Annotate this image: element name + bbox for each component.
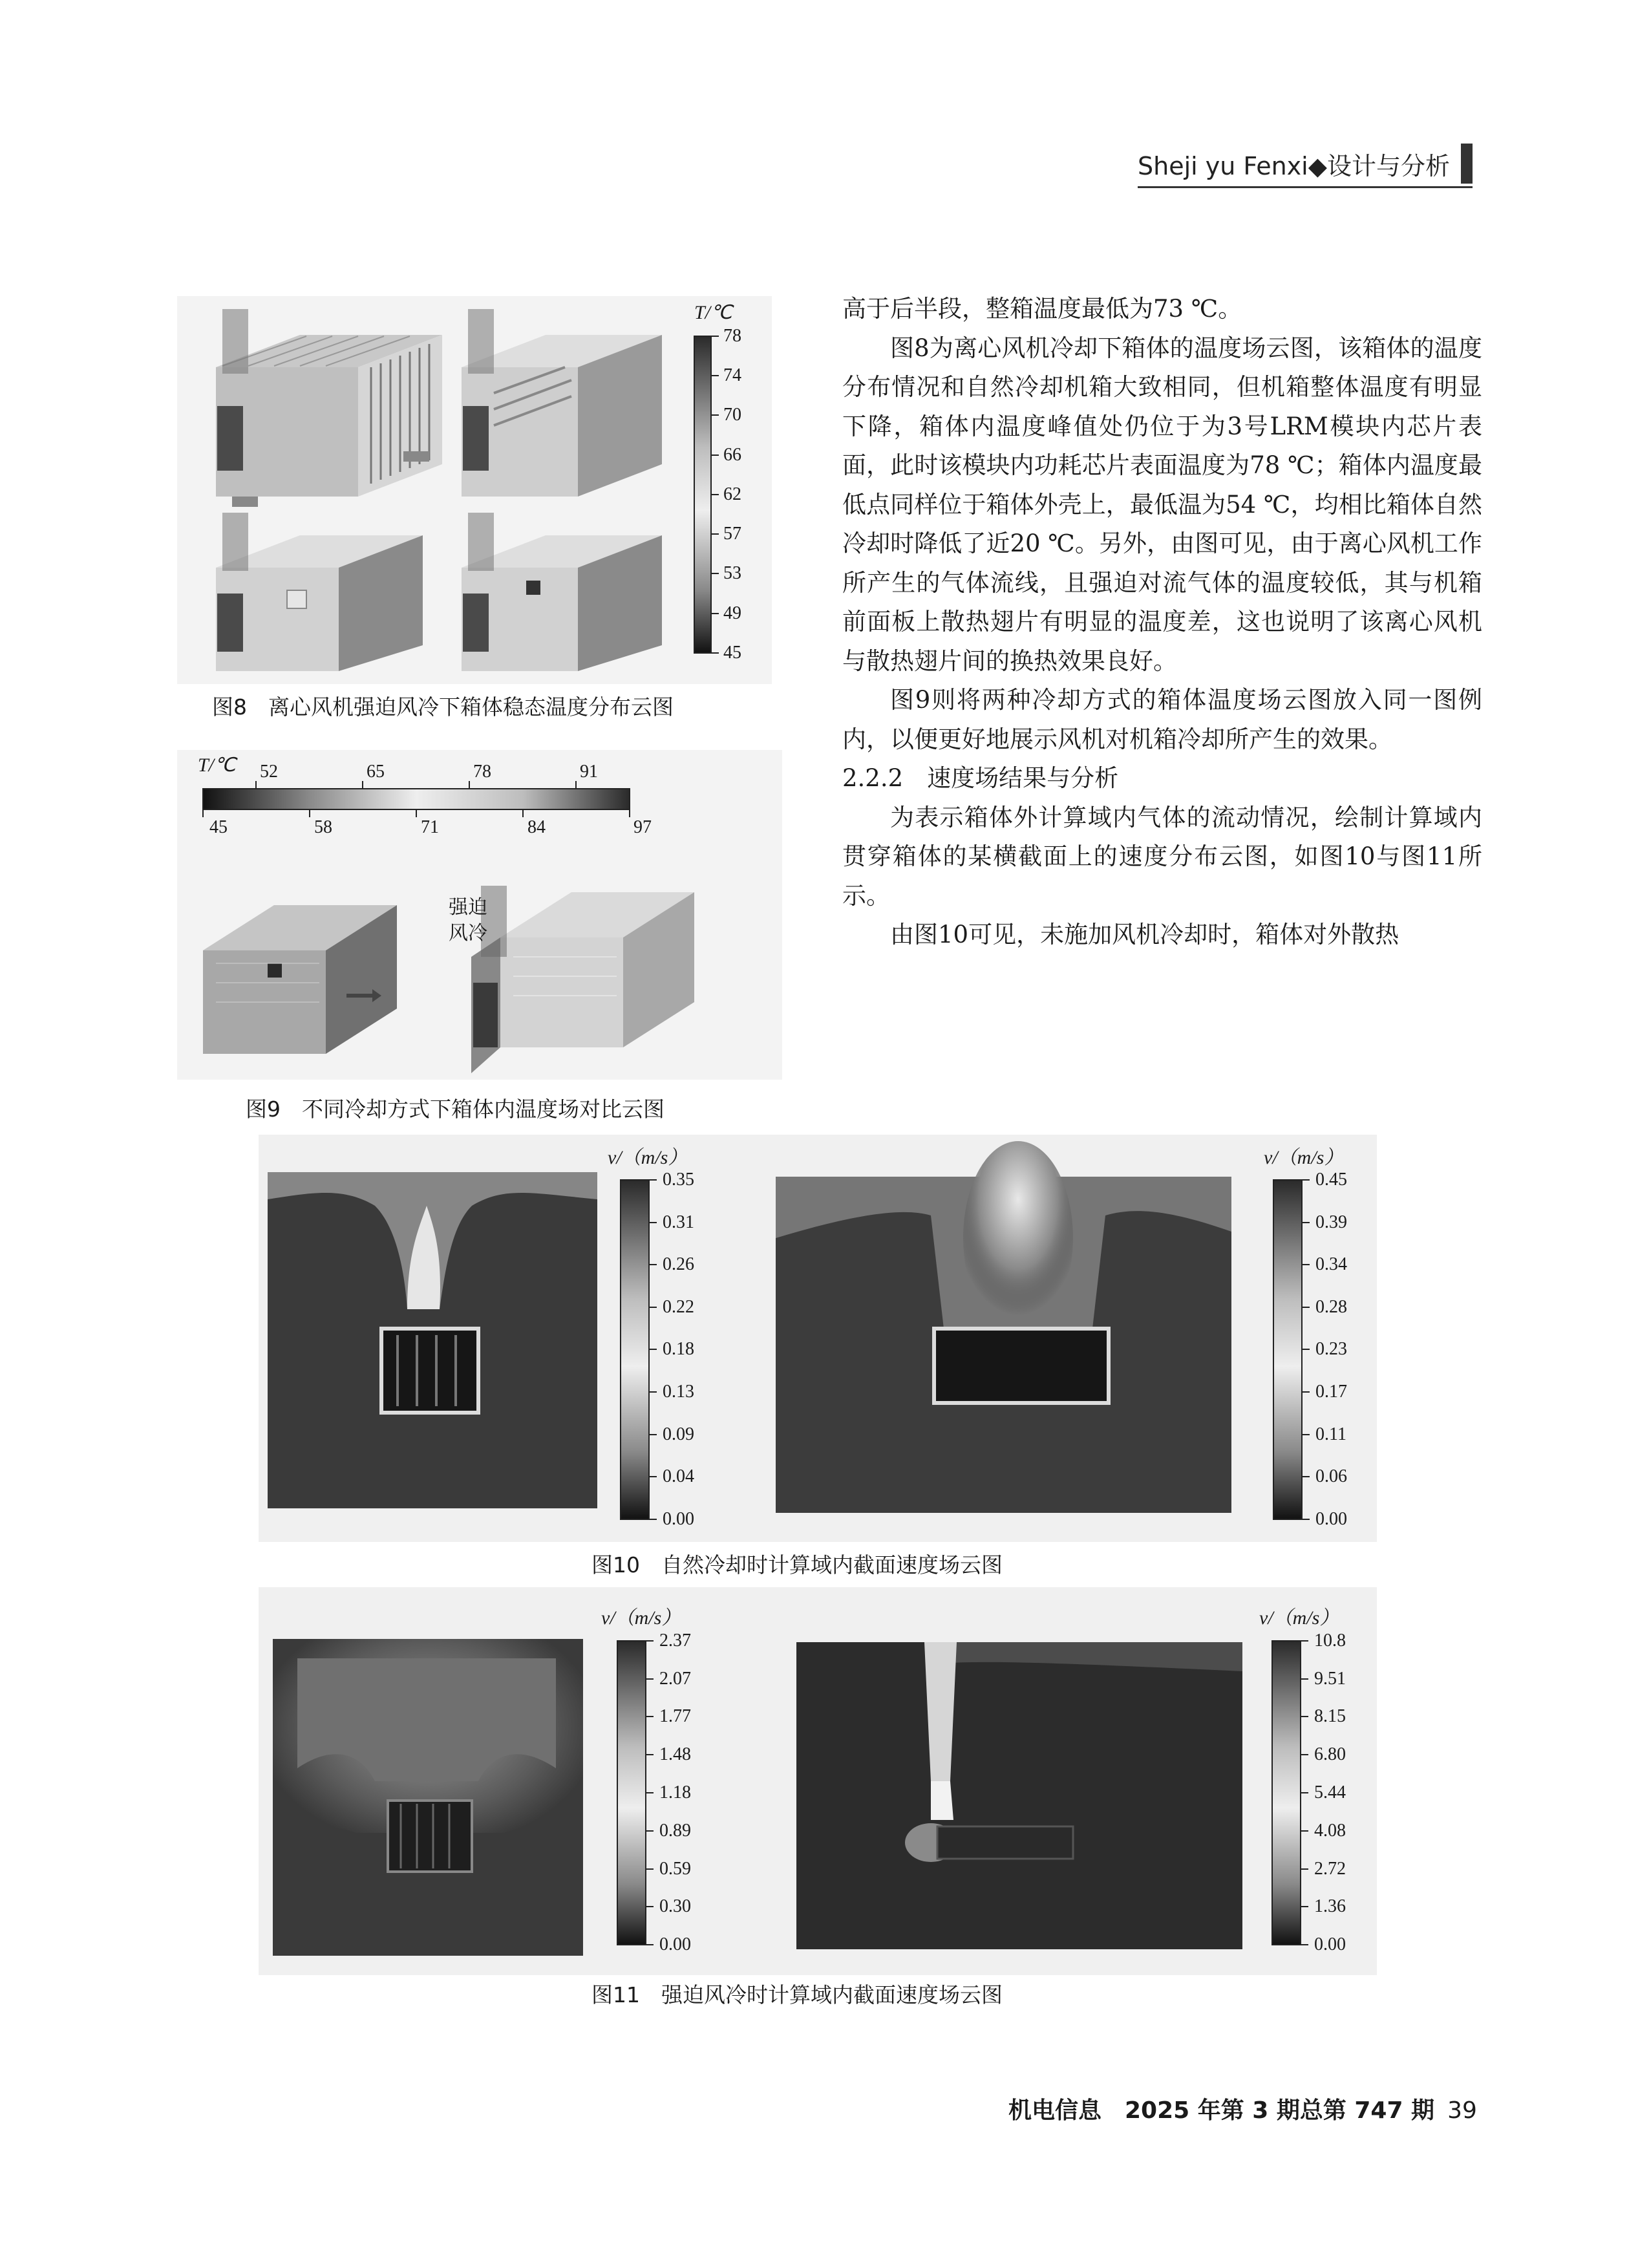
- fig11-right-colorbar: [1272, 1641, 1301, 1945]
- tick-label: 57: [723, 524, 741, 544]
- tick-label: 8.15: [1314, 1706, 1346, 1726]
- figure-8-graphic: [177, 296, 772, 684]
- tick-label: 10.8: [1314, 1631, 1346, 1651]
- running-header: Sheji yu Fenxi◆设计与分析: [1138, 152, 1450, 180]
- fig9-colorbar: [203, 789, 630, 809]
- tick-label: 0.34: [1315, 1254, 1347, 1274]
- paragraph: 由图10可见，未施加风机冷却时，箱体对外散热: [890, 921, 1399, 948]
- tick-label: 1.77: [659, 1706, 691, 1726]
- tick-label: 0.00: [1314, 1934, 1346, 1954]
- tick-label: 0.39: [1315, 1212, 1347, 1232]
- tick-label: 2.37: [659, 1631, 691, 1651]
- tick-label: 0.00: [663, 1509, 694, 1529]
- tick-label: 0.09: [663, 1424, 694, 1444]
- tick-label: 0.22: [663, 1297, 694, 1317]
- tick-label: 0.31: [663, 1212, 694, 1232]
- tick-label: 45: [209, 817, 228, 837]
- fig10-left-colorbar: [621, 1180, 649, 1519]
- fig11-caption: 图11 强迫风冷时计算域内截面速度场云图: [591, 1982, 1003, 2007]
- fig10-right-legend-title: v/（m/s）: [1264, 1147, 1344, 1168]
- tick-label: 0.18: [663, 1339, 694, 1359]
- tick-label: 0.45: [1315, 1170, 1347, 1190]
- figure-9: [177, 750, 782, 1080]
- tick-label: 66: [723, 445, 741, 465]
- tick-label: 0.59: [659, 1859, 691, 1879]
- tick-label: 2.72: [1314, 1859, 1346, 1879]
- tick-label: 2.07: [659, 1669, 691, 1689]
- tick-label: 91: [580, 762, 598, 782]
- tick-label: 5.44: [1314, 1782, 1346, 1803]
- tick-label: 0.28: [1315, 1297, 1347, 1317]
- paragraph: 图9则将两种冷却方式的箱体温度场云图放入同一图例内，以便更好地展示风机对机箱冷却所产生的效果。: [842, 686, 1482, 753]
- fig10-caption: 图10 自然冷却时计算域内截面速度场云图: [591, 1552, 1003, 1578]
- header-rule: [1138, 186, 1473, 188]
- fig8-colorbar: [694, 336, 711, 653]
- tick-label: 1.48: [659, 1744, 691, 1764]
- fig8-box-3: [216, 513, 423, 671]
- tick-label: 0.35: [663, 1170, 694, 1190]
- tick-label: 1.18: [659, 1782, 691, 1803]
- tick-label: 0.11: [1315, 1424, 1346, 1444]
- fig9-caption: 图9 不同冷却方式下箱体内温度场对比云图: [246, 1097, 665, 1122]
- tick-label: 53: [723, 563, 741, 583]
- fig9-arrow-label-1: 强迫: [449, 896, 487, 919]
- tick-label: 78: [473, 762, 491, 782]
- section-heading: 2.2.2 速度场结果与分析: [842, 764, 1119, 792]
- body-text-right-column: [842, 290, 1482, 955]
- tick-label: 84: [527, 817, 546, 837]
- page-number: 39: [1447, 2097, 1477, 2124]
- fig11-right-contour: [796, 1642, 1242, 1949]
- tick-label: 71: [421, 817, 439, 837]
- tick-label: 0.00: [1315, 1509, 1347, 1529]
- tick-label: 4.08: [1314, 1821, 1346, 1841]
- fig9-legend-title: T/℃: [198, 754, 236, 776]
- tick-label: 78: [723, 326, 741, 346]
- page-footer: [1008, 2092, 1477, 2125]
- figure-8: [177, 296, 772, 684]
- tick-label: 49: [723, 603, 741, 623]
- figure-10-graphic: [259, 1135, 1377, 1542]
- header-bar-decoration: [1461, 144, 1473, 184]
- fig10-left-legend-title: v/（m/s）: [608, 1147, 688, 1168]
- fig11-left-colorbar: [617, 1641, 646, 1945]
- fig10-right-colorbar: [1273, 1180, 1302, 1519]
- tick-label: 0.13: [663, 1382, 694, 1402]
- tick-label: 97: [633, 817, 652, 837]
- tick-label: 0.00: [659, 1934, 691, 1954]
- tick-label: 0.23: [1315, 1339, 1347, 1359]
- tick-label: 45: [723, 643, 741, 663]
- tick-label: 70: [723, 405, 741, 425]
- fig11-left-legend-title: v/（m/s）: [601, 1607, 681, 1629]
- fig8-box-4: [462, 513, 662, 671]
- tick-label: 9.51: [1314, 1669, 1346, 1689]
- tick-label: 65: [367, 762, 385, 782]
- fig8-caption: 图8 离心风机强迫风冷下箱体稳态温度分布云图: [212, 694, 674, 720]
- tick-label: 6.80: [1314, 1744, 1346, 1764]
- figure-11: [259, 1587, 1377, 1975]
- fig9-arrow-label-2: 风冷: [449, 922, 487, 945]
- tick-label: 58: [314, 817, 332, 837]
- figure-10: [259, 1135, 1377, 1542]
- fig11-right-legend-title: v/（m/s）: [1259, 1607, 1339, 1629]
- tick-label: 52: [260, 762, 278, 782]
- paragraph: 为表示箱体外计算域内气体的流动情况，绘制计算域内贯穿箱体的某横截面上的速度分布云图，如图10与图11所示。: [842, 803, 1482, 910]
- paragraph: 图8为离心风机冷却下箱体的温度场云图，该箱体的温度分布情况和自然冷却机箱大致相同，但机箱整体温度有明显下降，箱体内温度峰值处仍位于为3号LRM模块内芯片表面，此时该模块内功耗芯片表面温度为78 ℃；箱体内温度最低点同样位于箱体外壳上，最低温为54 ℃，均相比箱体自然冷却时降低了近20 ℃。另外，由图可见，由于离心风机工作所产生的气体流线，且强迫对流气体的温度较低，其与机箱前面板上散热翅片有明显的温度差，这也说明了该离心风机与散热翅片间的换热效果良好。: [842, 334, 1482, 675]
- tick-label: 62: [723, 484, 741, 504]
- tick-label: 0.89: [659, 1821, 691, 1841]
- tick-label: 0.04: [663, 1466, 694, 1486]
- figure-11-graphic: [259, 1587, 1377, 1975]
- tick-label: 0.30: [659, 1896, 691, 1916]
- tick-label: 0.17: [1315, 1382, 1347, 1402]
- tick-label: 74: [723, 365, 741, 385]
- journal-info: 机电信息 2025 年第 3 期总第 747 期: [1008, 2097, 1435, 2124]
- fig8-box-2: [462, 309, 662, 497]
- tick-label: 0.26: [663, 1254, 694, 1274]
- tick-label: 0.06: [1315, 1466, 1347, 1486]
- tick-label: 1.36: [1314, 1896, 1346, 1916]
- paragraph: 高于后半段，整箱温度最低为73 ℃。: [842, 295, 1242, 323]
- fig8-legend-title: T/℃: [694, 302, 732, 323]
